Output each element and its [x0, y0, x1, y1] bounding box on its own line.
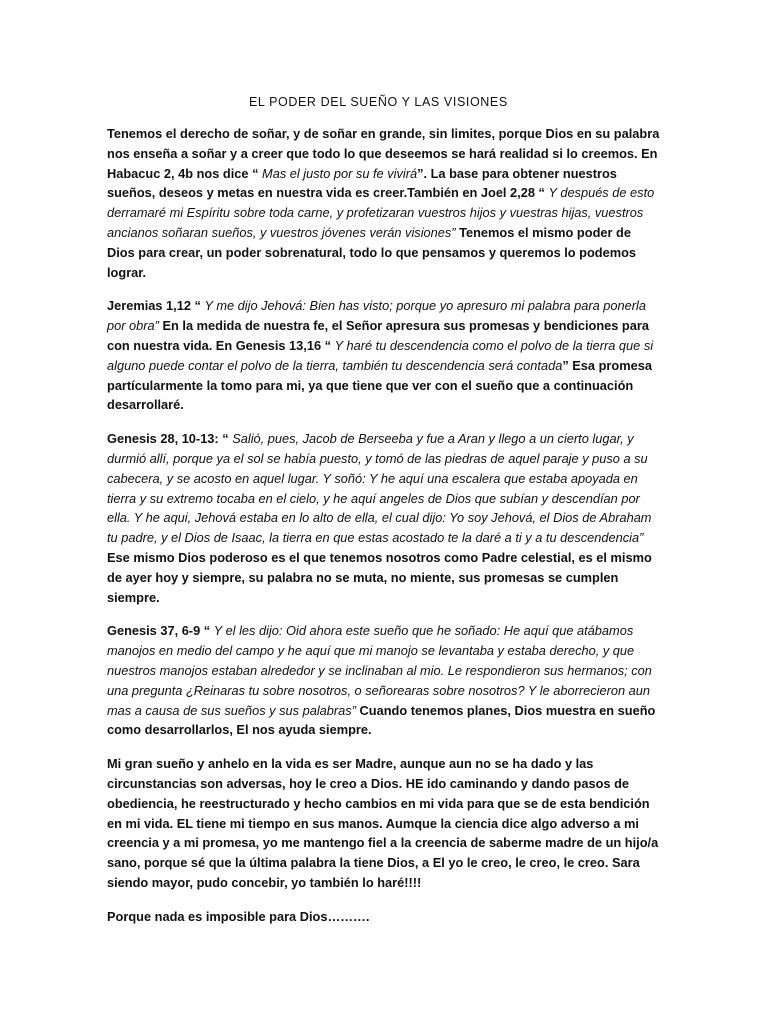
paragraph-6-closing	[107, 907, 662, 927]
paragraph-1-segment-1: Tenemos el derecho de soñar, y de soñar en grande, sin limites, porque Dios en su palabra nos enseña a soñar y a creer que todo lo que deseemos se hará realidad si lo creemos. En Habacuc 2, 4b nos dice “	[107, 126, 660, 181]
paragraph-2-segment-1: Jeremias 1,12 “	[107, 298, 205, 314]
paragraph-1	[107, 124, 662, 282]
paragraph-2-quote-genesis-13: Y haré tu descendencia como el polvo de la tierra que si alguno puede contar el polvo de la tierra, también tu descendencia será contada	[107, 337, 654, 373]
paragraph-4-quote-genesis-37: Y el les dijo: Oid ahora este sueño que he soñado: He aquí que atábamos manojos en medio del campo y he aquí que mi manojo se levantaba y estaba derecho, y que nuestros manojos estaban alrededor y se inclinaban al mio. Le respondieron sus hermanos; con una pregunta ¿Reinaras tu sobre nosotros, o señorearas sobre nosotros? Y le aborrecieron aun mas a causa de sus sueños y sus palabras”	[107, 623, 652, 718]
paragraph-3	[107, 429, 662, 607]
paragraph-2	[107, 296, 662, 415]
paragraph-3-quote-genesis-28: Salió, pues, Jacob de Berseeba y fue a Aran y llego a un cierto lugar, y durmió allí, porque ya el sol se había puesto, y tomó de las piedras de aquel paraje y puso a su cabecera, y se acosto en aquel lugar. Y soñó: Y he aquí una escalera que estaba apoyada en tierra y su extremo tocaba en el cielo, y he aquí angeles de Dios que subían y descendían por ella. Y he aqui, Jehová estaba en lo alto de ella, el cual dijo: Yo soy Jehová, el Dios de Abraham tu padre, y el Dios de Isaac, la tierra en que estas acostado te la daré a ti y a tu descendencia”	[107, 431, 652, 546]
paragraph-6-segment-1: Porque nada es imposible para Dios……….	[107, 908, 370, 924]
document-title: EL PODER DEL SUEÑO Y LAS VISIONES	[249, 95, 508, 109]
paragraph-1-quote-joel: Y después de esto derramaré mi Espíritu sobre toda carne, y profetizaran vuestros hijos y vuestras hijas, vuestros ancianos soñaran sueños, y vuestros jóvenes verán visiones”	[107, 185, 655, 240]
paragraph-1-segment-3: ”. La base para obtener nuestros sueños, deseos y metas en nuestra vida es creer.También en Joel 2,28 “	[107, 165, 617, 201]
paragraph-2-segment-3: En la medida de nuestra fe, el Señor apresura sus promesas y bendiciones para con nuestra vida. En Genesis 13,16 “	[107, 318, 649, 353]
paragraph-2-quote-jeremias: Y me dijo Jehová: Bien has visto; porque yo apresuro mi palabra para ponerla por obra”	[107, 298, 647, 334]
paragraph-3-segment-3: Ese mismo Dios poderoso es el que tenemos nosotros como Padre celestial, es el mismo de ayer hoy y siempre, su palabra no se muta, no miente, sus promesas se cumplen siempre.	[107, 549, 652, 605]
paragraph-4	[107, 621, 662, 740]
paragraph-5-segment-1: Mi gran sueño y anhelo en la vida es ser Madre, aunque aun no se ha dado y las circunstancias son adversas, hoy le creo a Dios. HE ido caminando y dando pasos de obediencia, he reestructurado y hecho cambios en mi vida para que se de esta bendición en mi vida. EL tiene mi tiempo en sus manos. Aumque la ciencia dice algo adverso a mi creencia y a mi promesa, yo me mantengo fiel a la creencia de saberme madre de un hijo/a sano, porque sé que la última palabra la tiene Dios, a El yo le creo, le creo, le creo. Sara siendo mayor, pudo concebir, yo también lo haré!!!!	[107, 756, 659, 890]
paragraph-2-segment-5: ” Esa promesa partícularmente la tomo para mi, ya que tiene que ver con el sueño que a continuación desarrollaré.	[107, 357, 652, 413]
paragraph-1-quote-habacuc: Mas el justo por su fe vivirá	[262, 165, 418, 181]
paragraph-1-segment-5: Tenemos el mismo poder de Dios para crear, un poder sobrenatural, todo lo que pensamos y queremos lo podemos lograr.	[107, 224, 637, 280]
paragraph-3-segment-1: Genesis 28, 10-13: “	[107, 431, 233, 447]
paragraph-4-segment-1: Genesis 37, 6-9 “	[107, 623, 214, 639]
paragraph-4-segment-3: Cuando tenemos planes, Dios muestra en sueño como desarrollarlos, El nos ayuda siempre.	[107, 702, 656, 738]
paragraph-5	[107, 754, 662, 893]
